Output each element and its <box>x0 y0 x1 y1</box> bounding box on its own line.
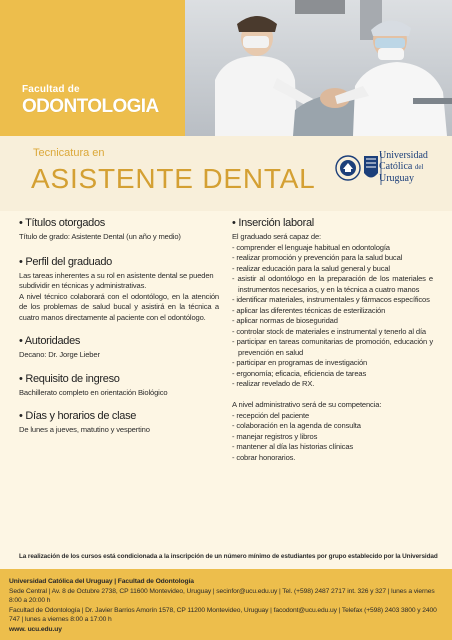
faculty-label: Facultad de <box>22 84 80 95</box>
enrollment-notice: La realización de los cursos está condicionada a la inscripción de un número mínimo de estudiantes por grupo establecido por la Universidad <box>19 553 438 560</box>
section-insercion <box>232 217 433 463</box>
heading-requisito: • Requisito de ingreso <box>19 372 120 385</box>
perfil-text-1: Las tareas inherentes a su rol en asistente dental se pueden subdividir en técnicas y administrativas. <box>19 270 214 290</box>
list-item: - participar en tareas comunitarias de promoción, educación y prevención en salud <box>232 337 433 357</box>
list-item: - mantener al día las historias clínicas <box>232 442 354 451</box>
autoridades-text: Decano: Dr. Jorge Lieber <box>19 350 100 359</box>
university-name-catolica: Católica <box>379 161 413 172</box>
heading-titulos-text: Títulos otorgados <box>25 217 106 229</box>
insercion-intro: El graduado será capaz de: <box>232 232 321 241</box>
admin-intro: A nivel administrativo será de su competencia: <box>232 400 382 409</box>
footer-contact <box>9 577 445 635</box>
heading-titulos: • Títulos otorgados <box>19 217 106 229</box>
heading-perfil-text: Perfil del graduado <box>25 255 112 268</box>
program-subtitle: Tecnicatura en <box>33 147 105 159</box>
heading-dias-text: Días y horarios de clase <box>25 410 137 422</box>
section-requisito <box>19 373 219 399</box>
heading-perfil: • Perfil del graduado <box>19 255 112 268</box>
heading-insercion: • Inserción laboral <box>232 217 314 229</box>
requisito-text: Bachillerato completo en orientación Biológico <box>19 387 168 397</box>
dental-photo-illustration <box>185 0 452 136</box>
list-item: - identificar materiales, instrumentales y fármacos específicos <box>232 295 430 304</box>
heading-insercion-text: Inserción laboral <box>238 217 314 229</box>
list-item: - comprender el lenguaje habitual en odontología <box>232 242 390 252</box>
section-titulos <box>19 217 219 243</box>
titulos-text: Título de grado: Asistente Dental (un año y medio) <box>19 232 181 241</box>
list-item: - asistir al odontólogo en la preparación de los materiales e instrumentos necesarios, y en la técnica a cuatro manos <box>232 274 433 294</box>
list-item: - ergonomía; eficacia, eficiencia de tareas <box>232 368 367 378</box>
list-item: - manejar registros y libros <box>232 431 318 441</box>
admin-list <box>232 411 433 464</box>
heading-dias: • Días y horarios de clase <box>19 410 137 422</box>
dias-text: De lunes a jueves, matutino y vespertino <box>19 425 150 434</box>
heading-autoridades: • Autoridades <box>19 335 81 347</box>
section-autoridades <box>19 335 219 361</box>
header <box>0 0 452 136</box>
list-item: - realizar educación para la salud general y bucal <box>232 263 390 273</box>
university-name-del: del <box>414 163 424 171</box>
footer-org-text: Universidad Católica del Uruguay | Facultad de Odontología <box>9 578 194 585</box>
heading-requisito-text: Requisito de ingreso <box>25 372 120 385</box>
list-item: - controlar stock de materiales e instrumental y tenerlo al día <box>232 326 426 336</box>
footer-web-link[interactable]: www. ucu.edu.uy <box>9 625 62 633</box>
footer-sede: Sede Central | Av. 8 de Octubre 2738, CP 11600 Montevideo, Uruguay | secinfor@ucu.edu.uy | Tel. (+598) 2487 2717 int. 326 y 327 | lunes a viernes 8:00 a 20:00 h <box>9 587 435 605</box>
university-name-line1: Universidad <box>379 150 428 161</box>
heading-autoridades-text: Autoridades <box>24 335 81 347</box>
right-column <box>232 208 433 463</box>
list-item: - cobrar honorarios. <box>232 452 296 462</box>
footer-org <box>9 577 445 587</box>
university-name-line2 <box>379 161 428 173</box>
dental-procedure-photo <box>185 0 452 136</box>
list-item: - realizar promoción y prevención para la salud bucal <box>232 253 403 262</box>
faculty-name: ODONTOLOGIA <box>22 96 159 117</box>
list-item: - recepción del paciente <box>232 410 310 420</box>
list-item: - aplicar normas de bioseguridad <box>232 316 338 325</box>
list-item: - colaboración en la agenda de consulta <box>232 421 361 430</box>
list-item: - aplicar las diferentes técnicas de esterilización <box>232 305 386 315</box>
section-perfil <box>19 256 219 324</box>
university-name-line3: Uruguay <box>379 173 414 184</box>
program-title: ASISTENTE DENTAL <box>31 163 316 194</box>
list-item: - participar en programas de investigación <box>232 358 368 367</box>
left-column <box>19 208 219 436</box>
list-item: - realizar revelado de RX. <box>232 379 315 388</box>
university-name <box>379 150 428 184</box>
technical-list <box>232 243 433 390</box>
footer-facultad: Facultad de Odontología | Dr. Javier Barrios Amorín 1578, CP 11200 Montevideo, Uruguay | facodont@ucu.edu.uy | Telefax (+598) 2403 3800 y 2400 747 | lunes a viernes 8:00 a 17:00 h <box>9 606 437 624</box>
faculty-label-box <box>22 84 159 118</box>
section-dias <box>19 410 219 436</box>
perfil-text-2: A nivel técnico colaborará con el odontólogo, en la atención de los problemas de salud bucal y asistirá en la técnica a cuatro manos directamente al paciente con el odontólogo. <box>19 291 219 322</box>
footer-web <box>9 625 445 635</box>
